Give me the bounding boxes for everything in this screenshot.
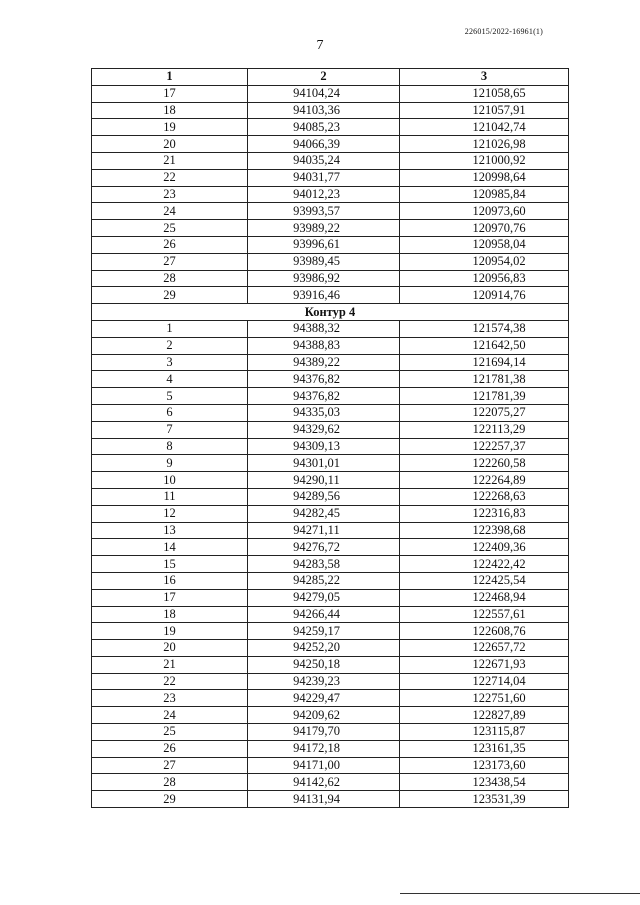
x-coordinate-cell: 94209,62 xyxy=(248,707,400,724)
x-coordinate-cell: 93989,22 xyxy=(248,220,400,237)
point-number-cell: 27 xyxy=(92,757,248,774)
x-coordinate-cell: 93996,61 xyxy=(248,236,400,253)
x-coordinate-cell: 94289,56 xyxy=(248,488,400,505)
point-number-cell: 5 xyxy=(92,388,248,405)
table-row xyxy=(92,438,569,455)
point-number-cell: 19 xyxy=(92,119,248,136)
table-row xyxy=(92,320,569,337)
table-row xyxy=(92,371,569,388)
y-coordinate-cell: 122268,63 xyxy=(400,488,569,505)
y-coordinate-cell: 122075,27 xyxy=(400,404,569,421)
x-coordinate-cell: 94266,44 xyxy=(248,606,400,623)
point-number-cell: 23 xyxy=(92,186,248,203)
x-coordinate-cell: 94252,20 xyxy=(248,640,400,657)
x-coordinate-cell: 94282,45 xyxy=(248,505,400,522)
page-number: 7 xyxy=(316,38,324,53)
x-coordinate-cell: 94388,32 xyxy=(248,320,400,337)
x-coordinate-cell: 94279,05 xyxy=(248,589,400,606)
point-number-cell: 4 xyxy=(92,371,248,388)
x-coordinate-cell: 93916,46 xyxy=(248,287,400,304)
table-body xyxy=(92,85,569,807)
point-number-cell: 6 xyxy=(92,404,248,421)
section-title: Контур 4 xyxy=(92,304,569,321)
point-number-cell: 19 xyxy=(92,623,248,640)
y-coordinate-cell: 122827,89 xyxy=(400,707,569,724)
y-coordinate-cell: 121574,38 xyxy=(400,320,569,337)
y-coordinate-cell: 122409,36 xyxy=(400,539,569,556)
x-coordinate-cell: 94301,01 xyxy=(248,455,400,472)
point-number-cell: 8 xyxy=(92,438,248,455)
point-number-cell: 12 xyxy=(92,505,248,522)
table-row xyxy=(92,186,569,203)
y-coordinate-cell: 122113,29 xyxy=(400,421,569,438)
point-number-cell: 23 xyxy=(92,690,248,707)
point-number-cell: 29 xyxy=(92,287,248,304)
y-coordinate-cell: 122671,93 xyxy=(400,656,569,673)
x-coordinate-cell: 94276,72 xyxy=(248,539,400,556)
x-coordinate-cell: 94142,62 xyxy=(248,774,400,791)
point-number-cell: 1 xyxy=(92,320,248,337)
table-row xyxy=(92,589,569,606)
x-coordinate-cell: 94335,03 xyxy=(248,404,400,421)
x-coordinate-cell: 94290,11 xyxy=(248,472,400,489)
y-coordinate-cell: 122398,68 xyxy=(400,522,569,539)
point-number-cell: 28 xyxy=(92,774,248,791)
point-number-cell: 11 xyxy=(92,488,248,505)
table-row xyxy=(92,455,569,472)
y-coordinate-cell: 123438,54 xyxy=(400,774,569,791)
table-row xyxy=(92,724,569,741)
point-number-cell: 18 xyxy=(92,102,248,119)
y-coordinate-cell: 121694,14 xyxy=(400,354,569,371)
y-coordinate-cell: 122422,42 xyxy=(400,556,569,573)
table-row xyxy=(92,337,569,354)
x-coordinate-cell: 94271,11 xyxy=(248,522,400,539)
table-header xyxy=(92,69,569,86)
header-col-3: 3 xyxy=(400,69,569,86)
header-row xyxy=(92,69,569,86)
y-coordinate-cell: 121057,91 xyxy=(400,102,569,119)
table-row xyxy=(92,757,569,774)
y-coordinate-cell: 122608,76 xyxy=(400,623,569,640)
point-number-cell: 17 xyxy=(92,85,248,102)
y-coordinate-cell: 123161,35 xyxy=(400,740,569,757)
y-coordinate-cell: 122468,94 xyxy=(400,589,569,606)
table-row xyxy=(92,690,569,707)
y-coordinate-cell: 120973,60 xyxy=(400,203,569,220)
y-coordinate-cell: 122751,60 xyxy=(400,690,569,707)
x-coordinate-cell: 94376,82 xyxy=(248,388,400,405)
y-coordinate-cell: 122425,54 xyxy=(400,572,569,589)
section-row xyxy=(92,304,569,321)
point-number-cell: 22 xyxy=(92,673,248,690)
x-coordinate-cell: 94376,82 xyxy=(248,371,400,388)
table-row xyxy=(92,673,569,690)
x-coordinate-cell: 94171,00 xyxy=(248,757,400,774)
y-coordinate-cell: 120954,02 xyxy=(400,253,569,270)
table-row xyxy=(92,421,569,438)
point-number-cell: 3 xyxy=(92,354,248,371)
y-coordinate-cell: 122316,83 xyxy=(400,505,569,522)
table-row xyxy=(92,203,569,220)
y-coordinate-cell: 122557,61 xyxy=(400,606,569,623)
table-row xyxy=(92,539,569,556)
table-row xyxy=(92,522,569,539)
y-coordinate-cell: 121781,38 xyxy=(400,371,569,388)
point-number-cell: 7 xyxy=(92,421,248,438)
table-row xyxy=(92,707,569,724)
table-row xyxy=(92,102,569,119)
y-coordinate-cell: 122657,72 xyxy=(400,640,569,657)
x-coordinate-cell: 94309,13 xyxy=(248,438,400,455)
y-coordinate-cell: 120958,04 xyxy=(400,236,569,253)
x-coordinate-cell: 94329,62 xyxy=(248,421,400,438)
table-row xyxy=(92,740,569,757)
table-row xyxy=(92,287,569,304)
header-col-2: 2 xyxy=(248,69,400,86)
y-coordinate-cell: 121058,65 xyxy=(400,85,569,102)
table-row xyxy=(92,505,569,522)
table-row xyxy=(92,253,569,270)
y-coordinate-cell: 121000,92 xyxy=(400,152,569,169)
x-coordinate-cell: 93986,92 xyxy=(248,270,400,287)
table-row xyxy=(92,572,569,589)
point-number-cell: 21 xyxy=(92,152,248,169)
coordinates-table xyxy=(91,68,569,808)
y-coordinate-cell: 120998,64 xyxy=(400,169,569,186)
point-number-cell: 14 xyxy=(92,539,248,556)
x-coordinate-cell: 94239,23 xyxy=(248,673,400,690)
point-number-cell: 21 xyxy=(92,656,248,673)
table-row xyxy=(92,774,569,791)
y-coordinate-cell: 123173,60 xyxy=(400,757,569,774)
table-row xyxy=(92,388,569,405)
x-coordinate-cell: 94283,58 xyxy=(248,556,400,573)
table-row xyxy=(92,220,569,237)
point-number-cell: 10 xyxy=(92,472,248,489)
footer-rule xyxy=(400,893,640,894)
table-row xyxy=(92,606,569,623)
y-coordinate-cell: 120985,84 xyxy=(400,186,569,203)
table-row xyxy=(92,656,569,673)
table-row xyxy=(92,236,569,253)
x-coordinate-cell: 94285,22 xyxy=(248,572,400,589)
x-coordinate-cell: 93989,45 xyxy=(248,253,400,270)
x-coordinate-cell: 94012,23 xyxy=(248,186,400,203)
table-row xyxy=(92,152,569,169)
header-col-1: 1 xyxy=(92,69,248,86)
point-number-cell: 22 xyxy=(92,169,248,186)
table-row xyxy=(92,472,569,489)
y-coordinate-cell: 121781,39 xyxy=(400,388,569,405)
table-row xyxy=(92,136,569,153)
x-coordinate-cell: 94389,22 xyxy=(248,354,400,371)
point-number-cell: 24 xyxy=(92,203,248,220)
x-coordinate-cell: 94066,39 xyxy=(248,136,400,153)
point-number-cell: 26 xyxy=(92,236,248,253)
point-number-cell: 29 xyxy=(92,791,248,808)
x-coordinate-cell: 93993,57 xyxy=(248,203,400,220)
point-number-cell: 2 xyxy=(92,337,248,354)
table-row xyxy=(92,85,569,102)
x-coordinate-cell: 94031,77 xyxy=(248,169,400,186)
y-coordinate-cell: 122257,37 xyxy=(400,438,569,455)
point-number-cell: 15 xyxy=(92,556,248,573)
table-row xyxy=(92,169,569,186)
y-coordinate-cell: 120970,76 xyxy=(400,220,569,237)
document-reference: 226015/2022-16961(1) xyxy=(464,27,543,36)
point-number-cell: 27 xyxy=(92,253,248,270)
x-coordinate-cell: 94131,94 xyxy=(248,791,400,808)
x-coordinate-cell: 94229,47 xyxy=(248,690,400,707)
point-number-cell: 20 xyxy=(92,136,248,153)
point-number-cell: 25 xyxy=(92,724,248,741)
table-row xyxy=(92,623,569,640)
table-row xyxy=(92,488,569,505)
table-row xyxy=(92,270,569,287)
table-row xyxy=(92,640,569,657)
point-number-cell: 13 xyxy=(92,522,248,539)
x-coordinate-cell: 94103,36 xyxy=(248,102,400,119)
point-number-cell: 25 xyxy=(92,220,248,237)
y-coordinate-cell: 121026,98 xyxy=(400,136,569,153)
y-coordinate-cell: 123115,87 xyxy=(400,724,569,741)
y-coordinate-cell: 122714,04 xyxy=(400,673,569,690)
table-row xyxy=(92,556,569,573)
point-number-cell: 20 xyxy=(92,640,248,657)
y-coordinate-cell: 122260,58 xyxy=(400,455,569,472)
point-number-cell: 17 xyxy=(92,589,248,606)
y-coordinate-cell: 123531,39 xyxy=(400,791,569,808)
x-coordinate-cell: 94172,18 xyxy=(248,740,400,757)
point-number-cell: 18 xyxy=(92,606,248,623)
y-coordinate-cell: 120914,76 xyxy=(400,287,569,304)
table-row xyxy=(92,119,569,136)
table-row xyxy=(92,404,569,421)
y-coordinate-cell: 121042,74 xyxy=(400,119,569,136)
point-number-cell: 26 xyxy=(92,740,248,757)
x-coordinate-cell: 94388,83 xyxy=(248,337,400,354)
y-coordinate-cell: 122264,89 xyxy=(400,472,569,489)
x-coordinate-cell: 94179,70 xyxy=(248,724,400,741)
y-coordinate-cell: 120956,83 xyxy=(400,270,569,287)
point-number-cell: 24 xyxy=(92,707,248,724)
x-coordinate-cell: 94085,23 xyxy=(248,119,400,136)
point-number-cell: 28 xyxy=(92,270,248,287)
table-row xyxy=(92,791,569,808)
point-number-cell: 16 xyxy=(92,572,248,589)
table-row xyxy=(92,354,569,371)
y-coordinate-cell: 121642,50 xyxy=(400,337,569,354)
x-coordinate-cell: 94250,18 xyxy=(248,656,400,673)
x-coordinate-cell: 94104,24 xyxy=(248,85,400,102)
x-coordinate-cell: 94259,17 xyxy=(248,623,400,640)
point-number-cell: 9 xyxy=(92,455,248,472)
x-coordinate-cell: 94035,24 xyxy=(248,152,400,169)
